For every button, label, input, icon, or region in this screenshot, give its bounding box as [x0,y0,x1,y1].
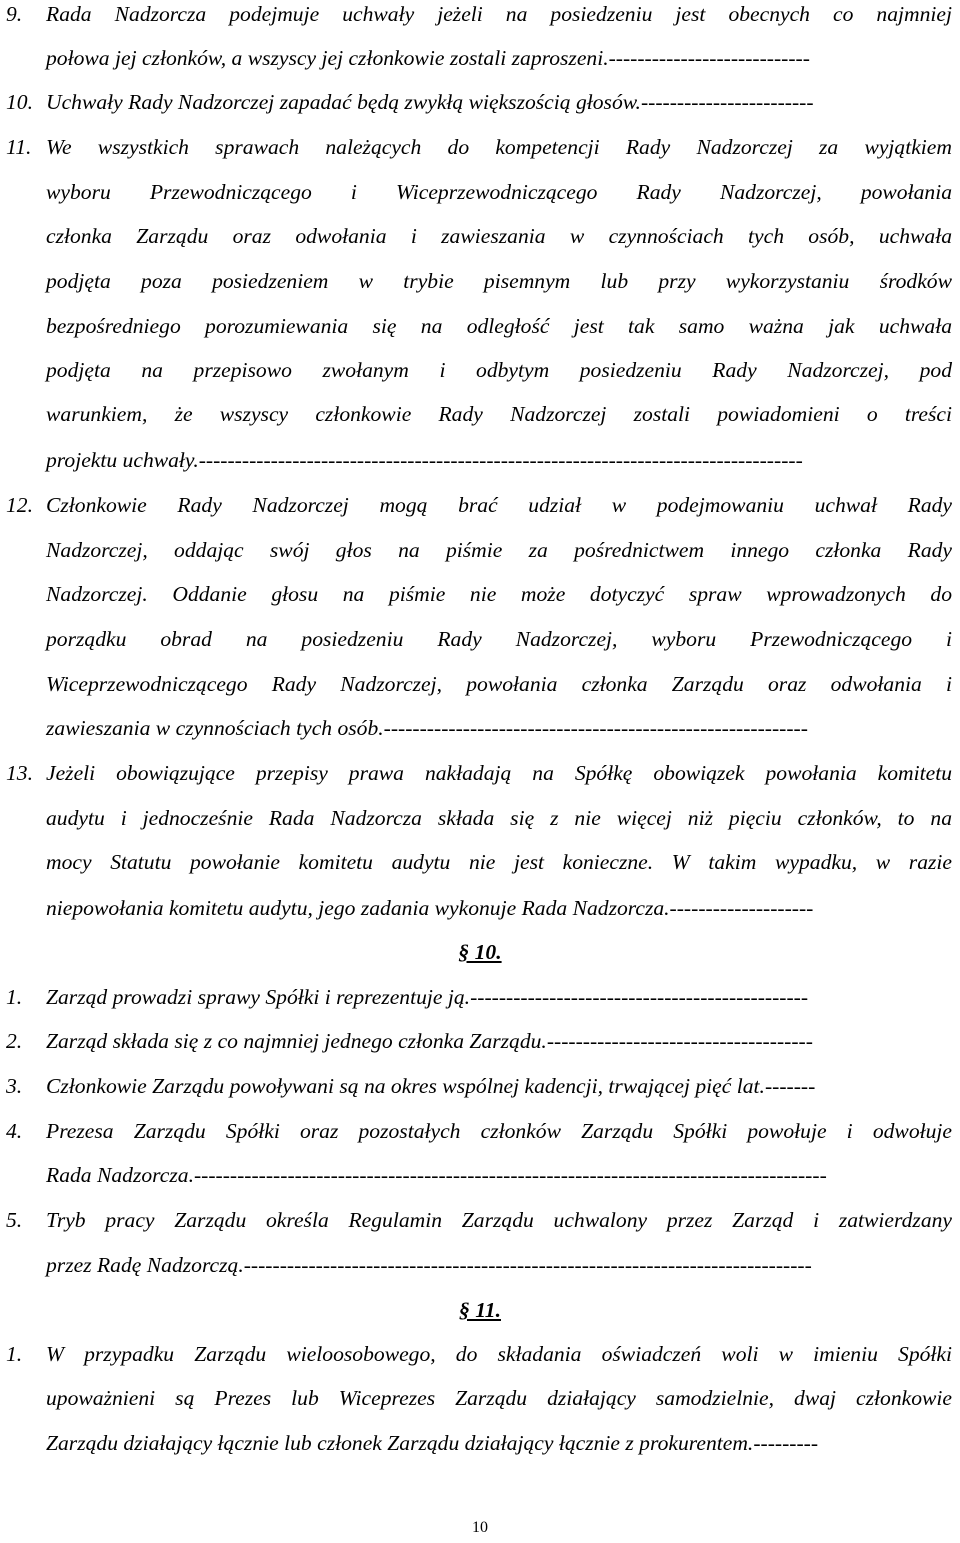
paragraph-text: Nadzorczej. Oddanie głosu na piśmie nie może dotyczyć spraw wprowadzonych do [46,582,952,606]
item-text: Członkowie Zarządu powoływani są na okres wspólnej kadencji, trwającej pięć lat.------- [46,1074,816,1098]
item-text: Prezesa Zarządu Spółki oraz pozostałych członków Zarządu Spółki powołuje i odwołuje [46,1119,952,1143]
section-heading-11 [0,1290,960,1330]
paragraph-12-line-3 [0,574,960,614]
section-10-item-2 [0,1021,960,1061]
item-text: upoważnieni są Prezes lub Wiceprezes Zarządu działający samodzielnie, dwaj członkowie [46,1386,952,1410]
paragraph-text: członka Zarządu oraz odwołania i zawieszania w czynnościach tych osób, uchwała [46,224,952,248]
paragraph-11-line-4 [0,261,960,301]
paragraph-text: Rada Nadzorcza podejmuje uchwały jeżeli na posiedzeniu jest obecnych co najmniej [46,2,952,26]
item-text: Zarząd prowadzi sprawy Spółki i reprezentuje ją.----------------------------------------------- [46,985,809,1009]
section-10-item-3 [0,1066,960,1106]
paragraph-12-line-6 [0,708,960,748]
paragraph-text: bezpośredniego porozumiewania się na odległość jest tak samo ważna jak uchwała [46,314,952,338]
section-10-item-5-line-2 [0,1245,960,1285]
paragraph-13-line-4 [0,888,960,928]
paragraph-number: 12. [6,493,33,517]
paragraph-11-line-6 [0,350,960,390]
paragraph-13-line-3 [0,842,960,882]
paragraph-number: 13. [6,761,33,785]
section-10-item-5-line-1 [0,1200,960,1240]
paragraph-text: We wszystkich sprawach należących do kompetencji Rady Nadzorczej za wyjątkiem [46,135,952,159]
item-number: 5. [6,1208,23,1232]
paragraph-12-line-1 [0,485,960,525]
paragraph-9-line-2 [0,38,960,78]
paragraph-text: porządku obrad na posiedzeniu Rady Nadzorczej, wyboru Przewodniczącego i [46,627,952,651]
paragraph-number: 10. [6,90,33,114]
paragraph-13-line-2 [0,798,960,838]
item-text: Zarząd składa się z co najmniej jednego członka Zarządu.------------------------------------- [46,1029,813,1053]
paragraph-11-line-3 [0,216,960,256]
item-number: 2. [6,1029,23,1053]
paragraph-text: niepowołania komitetu audytu, jego zadania wykonuje Rada Nadzorcza.-------------------- [46,896,814,920]
paragraph-12-line-4 [0,619,960,659]
section-10-item-1 [0,977,960,1017]
section-heading-text: § 11. [459,1298,501,1322]
item-number: 4. [6,1119,23,1143]
item-text: Zarządu działający łącznie lub członek Zarządu działający łącznie z prokurentem.--------- [46,1431,819,1455]
section-11-item-1-line-2 [0,1378,960,1418]
paragraph-text: wyboru Przewodniczącego i Wiceprzewodniczącego Rady Nadzorczej, powołania [46,180,952,204]
paragraph-text: Członkowie Rady Nadzorczej mogą brać udział w podejmowaniu uchwał Rady [46,493,952,517]
paragraph-text: Jeżeli obowiązujące przepisy prawa nakładają na Spółkę obowiązek powołania komitetu [46,761,952,785]
paragraph-number: 11. [6,135,32,159]
section-10-item-4-line-1 [0,1111,960,1151]
paragraph-12-line-5 [0,664,960,704]
paragraph-text: podjęta na przepisowo zwołanym i odbytym posiedzeniu Rady Nadzorczej, pod [46,358,952,382]
paragraph-10-line-1 [0,82,960,122]
paragraph-text: mocy Statutu powołanie komitetu audytu nie jest konieczne. W takim wypadku, w razie [46,850,952,874]
item-number: 1. [6,985,23,1009]
section-11-item-1-line-3 [0,1423,960,1463]
item-number: 3. [6,1074,23,1098]
section-heading-text: § 10. [458,940,502,964]
item-text: przez Radę Nadzorczą.------------------------------------------------------------------------------- [46,1253,812,1277]
paragraph-9-line-1 [0,0,960,34]
paragraph-text: zawieszania w czynnościach tych osób.----------------------------------------------------------- [46,716,808,740]
paragraph-text: projektu uchwały.------------------------------------------------------------------------------------ [46,448,803,472]
item-text: W przypadku Zarządu wieloosobowego, do składania oświadczeń woli w imieniu Spółki [46,1342,952,1366]
section-11-item-1-line-1 [0,1334,960,1374]
item-text: Rada Nadzorcza.---------------------------------------------------------------------------------------- [46,1163,827,1187]
paragraph-13-line-1 [0,753,960,793]
paragraph-11-line-2 [0,172,960,212]
page-number: 10 [472,1519,488,1536]
item-number: 1. [6,1342,23,1366]
paragraph-11-line-8 [0,440,960,480]
item-text: Tryb pracy Zarządu określa Regulamin Zarządu uchwalony przez Zarząd i zatwierdzany [46,1208,952,1232]
paragraph-11-line-1 [0,127,960,167]
paragraph-text: Nadzorczej, oddając swój głos na piśmie za pośrednictwem innego członka Rady [46,538,952,562]
paragraph-text: połowa jej członków, a wszyscy jej członkowie zostali zaproszeni.---------------------------- [46,46,810,70]
section-heading-10 [0,932,960,972]
paragraph-text: Wiceprzewodniczącego Rady Nadzorczej, powołania członka Zarządu oraz odwołania i [46,672,952,696]
paragraph-11-line-5 [0,306,960,346]
paragraph-11-line-7 [0,394,960,434]
paragraph-text: Uchwały Rady Nadzorczej zapadać będą zwykłą większością głosów.------------------------ [46,90,814,114]
paragraph-12-line-2 [0,530,960,570]
paragraph-text: audytu i jednocześnie Rada Nadzorcza składa się z nie więcej niż pięciu członków, to na [46,806,952,830]
paragraph-number: 9. [6,2,23,26]
paragraph-text: podjęta poza posiedzeniem w trybie pisemnym lub przy wykorzystaniu środków [46,269,952,293]
paragraph-text: warunkiem, że wszyscy członkowie Rady Nadzorczej zostali powiadomieni o treści [46,402,952,426]
section-10-item-4-line-2 [0,1155,960,1195]
